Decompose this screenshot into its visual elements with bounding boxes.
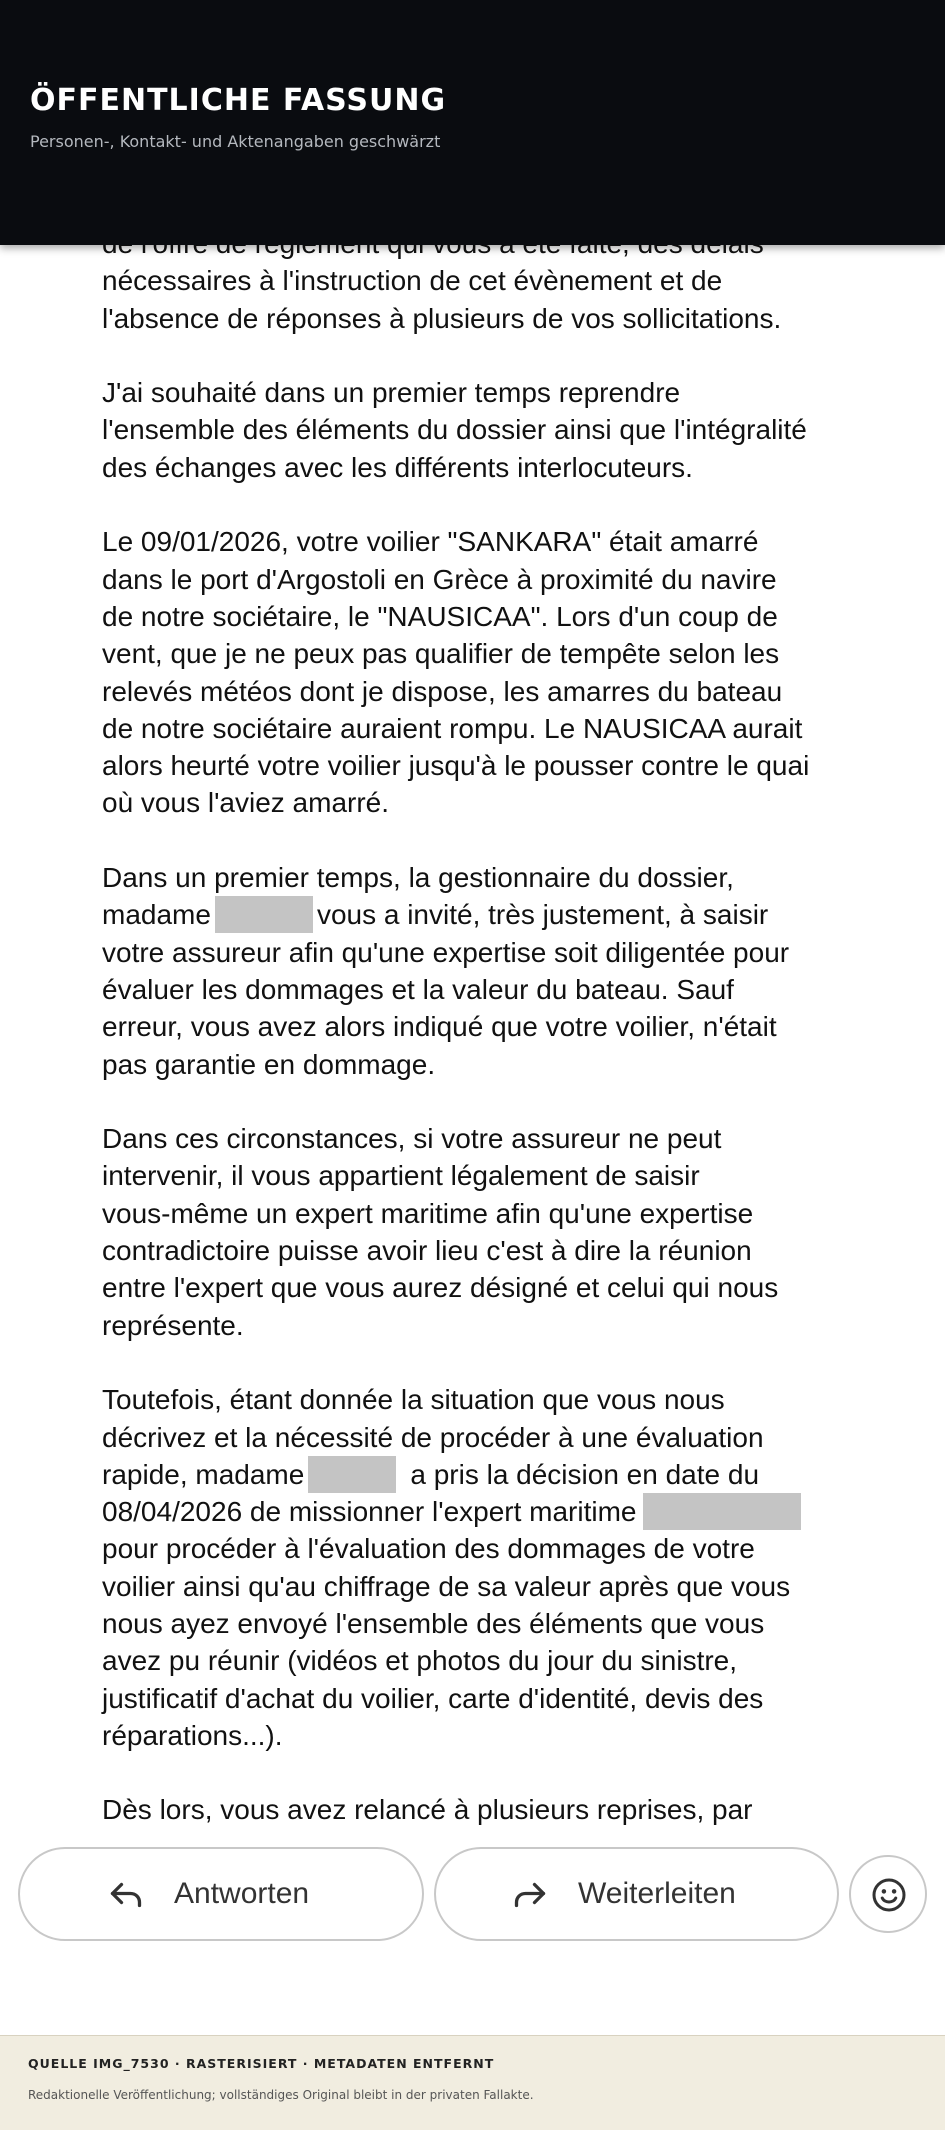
text-line: Dès lors, vous avez relancé à plusieurs reprises, par bbox=[102, 1794, 753, 1826]
redaction-banner bbox=[0, 0, 945, 245]
smiley-icon bbox=[871, 1877, 907, 1913]
text-line: nécessaires à l'instruction de cet évènement et de bbox=[102, 265, 723, 297]
text-line: décrivez et la nécessité de procéder à une évaluation bbox=[102, 1421, 764, 1453]
text-line: de notre sociétaire auraient rompu. Le NAUSICAA aurait bbox=[102, 712, 803, 744]
paragraph-7 bbox=[102, 1791, 902, 1828]
paragraph-6 bbox=[102, 1381, 902, 1754]
text-line: relevés météos dont je dispose, les amarres du bateau bbox=[102, 675, 783, 707]
text-line: l'absence de réponses à plusieurs de vos sollicitations. bbox=[102, 302, 782, 334]
text-line bbox=[102, 1493, 902, 1530]
text-line: avez pu réunir (vidéos et photos du jour du sinistre, bbox=[102, 1645, 738, 1677]
text-line: J'ai souhaité dans un premier temps reprendre bbox=[102, 377, 681, 409]
text-line: des échanges avec les différents interlocuteurs. bbox=[102, 451, 693, 483]
text-fragment: a pris la décision en date du bbox=[410, 1458, 760, 1490]
redaction-box bbox=[643, 1493, 801, 1530]
forward-label: Weiterleiten bbox=[578, 1877, 736, 1910]
emoji-reaction-button[interactable] bbox=[849, 1855, 927, 1933]
text-line: nous ayez envoyé l'ensemble des éléments que vous bbox=[102, 1607, 765, 1639]
text-line: erreur, vous avez alors indiqué que votre voilier, n'était bbox=[102, 1011, 777, 1043]
text-line: évaluer les dommages et la valeur du bateau. Sauf bbox=[102, 973, 734, 1005]
text-line: entre l'expert que vous aurez désigné et celui qui nous bbox=[102, 1272, 779, 1304]
text-line: Dans ces circonstances, si votre assureur ne peut bbox=[102, 1123, 722, 1155]
reply-arrow-icon bbox=[108, 1877, 144, 1913]
footer-source: QUELLE IMG_7530 · RASTERISIERT · METADATEN ENTFERNT bbox=[28, 2056, 495, 2071]
email-body-viewport[interactable] bbox=[0, 245, 945, 1833]
text-fragment: rapide, madame bbox=[102, 1458, 305, 1490]
banner-subtitle: Personen-, Kontakt- und Aktenangaben geschwärzt bbox=[30, 132, 441, 151]
text-line: l'ensemble des éléments du dossier ainsi que l'intégralité bbox=[102, 414, 807, 446]
text-line: vent, que je ne peux pas qualifier de tempête selon les bbox=[102, 638, 780, 670]
text-line: voilier ainsi qu'au chiffrage de sa valeur après que vous bbox=[102, 1570, 791, 1602]
text-line bbox=[102, 896, 902, 933]
banner-title: ÖFFENTLICHE FASSUNG bbox=[30, 83, 447, 118]
forward-arrow-icon bbox=[512, 1877, 548, 1913]
text-line: intervenir, il vous appartient légalement de saisir bbox=[102, 1160, 700, 1192]
text-line: représente. bbox=[102, 1309, 244, 1341]
text-line: vous-même un expert maritime afin qu'une expertise bbox=[102, 1197, 754, 1229]
text-line: Toutefois, étant donnée la situation que vous nous bbox=[102, 1384, 725, 1416]
text-line: contradictoire puisse avoir lieu c'est à dire la réunion bbox=[102, 1235, 752, 1267]
email-body bbox=[102, 225, 902, 1866]
text-line: votre assureur afin qu'une expertise soit diligentée pour bbox=[102, 936, 790, 968]
message-action-bar bbox=[0, 1833, 945, 2033]
text-line: justificatif d'achat du voilier, carte d'identité, devis des bbox=[102, 1682, 764, 1714]
footer-note: Redaktionelle Veröffentlichung; vollständiges Original bleibt in der privaten Fallakte. bbox=[28, 2088, 534, 2102]
reply-label: Antworten bbox=[174, 1877, 310, 1910]
redaction-box bbox=[215, 896, 313, 933]
paragraph-2 bbox=[102, 374, 902, 486]
text-line: Dans un premier temps, la gestionnaire du dossier, bbox=[102, 862, 734, 894]
text-fragment: vous a invité, très justement, à saisir bbox=[316, 899, 769, 931]
text-fragment: 08/04/2026 de missionner l'expert maritime bbox=[102, 1496, 637, 1528]
paragraph-3 bbox=[102, 523, 902, 821]
text-fragment: madame bbox=[102, 899, 211, 931]
source-footer bbox=[0, 2035, 945, 2130]
text-line bbox=[102, 1456, 902, 1493]
paragraph-4 bbox=[102, 859, 902, 1083]
reply-button[interactable] bbox=[18, 1847, 424, 1941]
text-line: alors heurté votre voilier jusqu'à le pousser contre le quai bbox=[102, 750, 810, 782]
redaction-box bbox=[308, 1456, 396, 1493]
forward-button[interactable] bbox=[434, 1847, 839, 1941]
text-line: réparations...). bbox=[102, 1719, 283, 1751]
text-line: Le 09/01/2026, votre voilier "SANKARA" était amarré bbox=[102, 526, 759, 558]
text-line: pour procéder à l'évaluation des dommages de votre bbox=[102, 1533, 755, 1565]
paragraph-5 bbox=[102, 1120, 902, 1344]
text-line: pas garantie en dommage. bbox=[102, 1048, 436, 1080]
text-line: dans le port d'Argostoli en Grèce à proximité du navire bbox=[102, 563, 777, 595]
text-line: de notre sociétaire, le "NAUSICAA". Lors d'un coup de bbox=[102, 600, 778, 632]
text-line: où vous l'aviez amarré. bbox=[102, 787, 390, 819]
